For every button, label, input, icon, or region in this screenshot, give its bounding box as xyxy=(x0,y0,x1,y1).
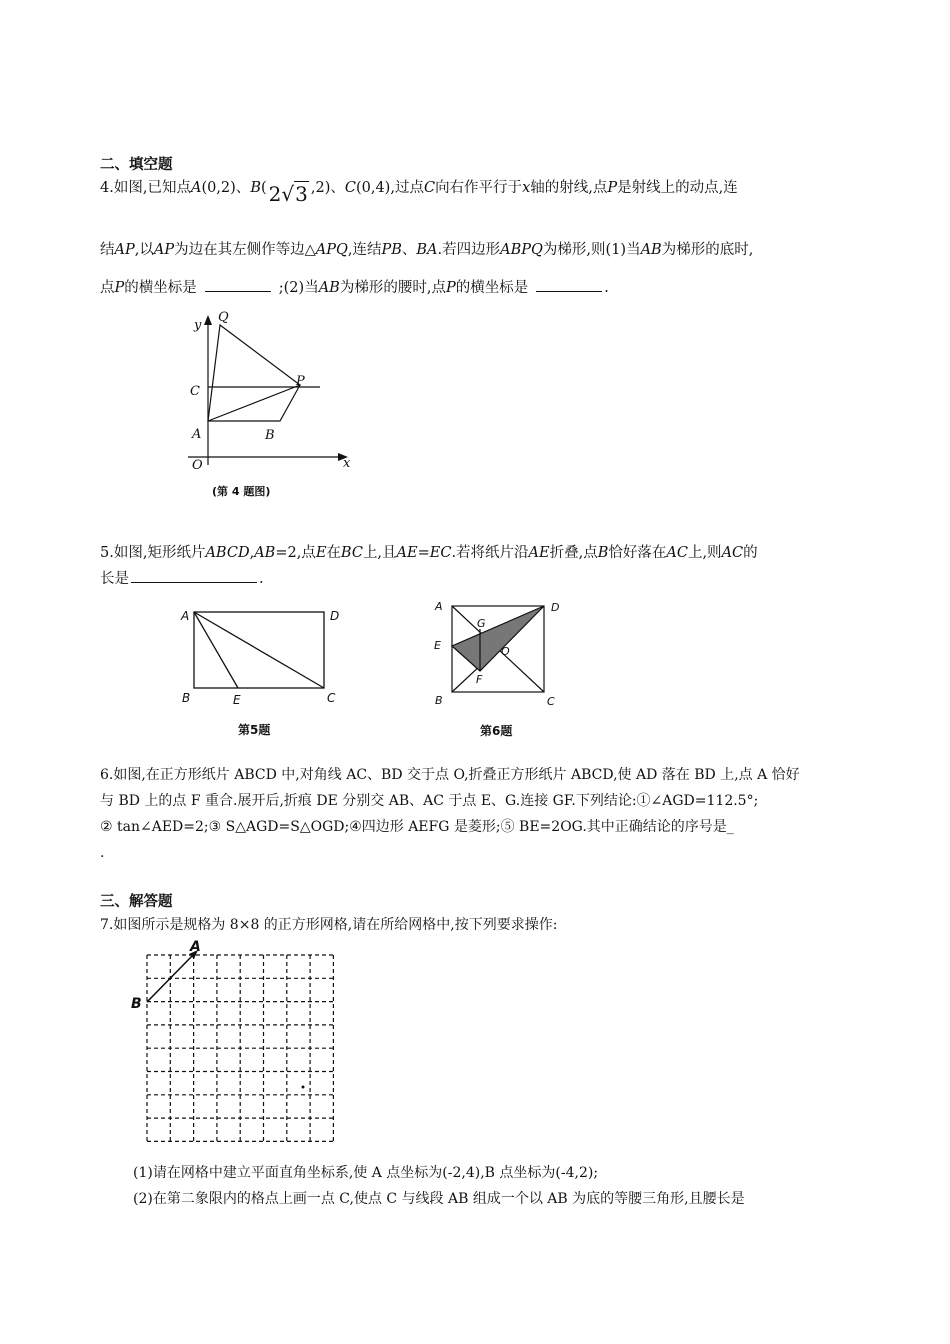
diagonal-ac xyxy=(194,612,324,688)
figure-q5 xyxy=(178,600,348,740)
label-p: P xyxy=(296,374,305,389)
section-title-fill-in: 二、填空题 xyxy=(100,157,173,173)
y-axis-arrow xyxy=(204,315,212,325)
label-c: C xyxy=(327,691,336,705)
label-b: B xyxy=(435,694,443,707)
q4-line-2: 结AP,以AP为边在其左侧作等边△APQ,连结PB、BA.若四边形ABPQ为梯形,则(1)当AB为梯形的底时, xyxy=(100,242,754,258)
q6-line-4: . xyxy=(100,845,105,861)
label-a: A xyxy=(181,609,190,623)
label-b: B xyxy=(182,691,191,705)
label-e: E xyxy=(233,693,241,707)
q6-line-2: 与 BD 上的点 F 重合.展开后,折痕 DE 分别交 AB、AC 于点 E、G.连接 GF.下列结论:①∠AGD=112.5°; xyxy=(100,793,759,809)
label-o: O xyxy=(501,645,510,658)
answer-blank-1[interactable] xyxy=(205,277,271,292)
label-a: A xyxy=(190,939,201,955)
fig6-caption: 第6题 xyxy=(480,724,513,738)
segment-ae xyxy=(194,612,238,688)
label-q: Q xyxy=(218,310,229,325)
section-title-solve: 三、解答题 xyxy=(100,894,173,910)
q5-line-1: 5.如图,矩形纸片ABCD,AB=2,点E在BC上,且AE=EC.若将纸片沿AE折叠,点B恰好落在AC上,则AC的 xyxy=(100,545,758,561)
label-y: y xyxy=(194,318,202,333)
q5-line-2: 长是 . xyxy=(100,568,264,589)
figure-q6 xyxy=(428,597,568,742)
label-g: G xyxy=(477,617,486,630)
label-b: B xyxy=(131,996,142,1012)
label-o: O xyxy=(192,458,203,473)
q7-sub-1: (1)请在网格中建立平面直角坐标系,使 A 点坐标为(-2,4),B 点坐标为(-4,2); xyxy=(133,1165,599,1181)
label-a: A xyxy=(435,600,443,613)
label-c: C xyxy=(547,695,555,708)
answer-blank-2[interactable] xyxy=(536,277,602,292)
label-a: A xyxy=(192,427,202,442)
answer-blank-q5[interactable] xyxy=(131,568,257,583)
fig4-caption: (第 4 题图) xyxy=(212,485,271,498)
triangle-apq xyxy=(208,325,300,421)
label-d: D xyxy=(330,609,340,623)
label-c: C xyxy=(190,384,200,399)
shaded-fold-triangle xyxy=(452,606,544,671)
label-d: D xyxy=(551,601,560,614)
label-b: B xyxy=(265,428,275,443)
q6-line-1: 6.如图,在正方形纸片 ABCD 中,对角线 AC、BD 交于点 O,折叠正方形纸片 ABCD,使 AD 落在 BD 上,点 A 恰好 xyxy=(100,767,800,783)
label-e: E xyxy=(434,639,441,652)
label-x: x xyxy=(343,456,351,471)
q7-line-1: 7.如图所示是规格为 8×8 的正方形网格,请在所给网格中,按下列要求操作: xyxy=(100,917,558,933)
q6-line-3: ② tan∠AED=2;③ S△AGD=S△OGD;④四边形 AEFG 是菱形;⑤ BE=2OG.其中正确结论的序号是_ xyxy=(100,819,734,835)
q4-line-3: 点P的横坐标是 ;(2)当AB为梯形的腰时,点P的横坐标是 . xyxy=(100,277,609,298)
grid-dot xyxy=(302,1086,305,1089)
q7-sub-2: (2)在第二象限内的格点上画一点 C,使点 C 与线段 AB 组成一个以 AB 为底的等腰三角形,且腰长是 xyxy=(133,1191,745,1207)
label-f: F xyxy=(476,673,483,686)
sqrt-expression: 2√3 xyxy=(268,182,308,206)
figure-q7-grid xyxy=(128,935,343,1145)
figure-q4 xyxy=(180,305,370,505)
fig5-caption: 第5题 xyxy=(238,723,271,737)
q4-line-1: 4.如图,已知点A(0,2)、B( 2√3 ,2)、C(0,4),过点C向右作平行于x轴的射线,点P是射线上的动点,连 xyxy=(100,180,738,206)
